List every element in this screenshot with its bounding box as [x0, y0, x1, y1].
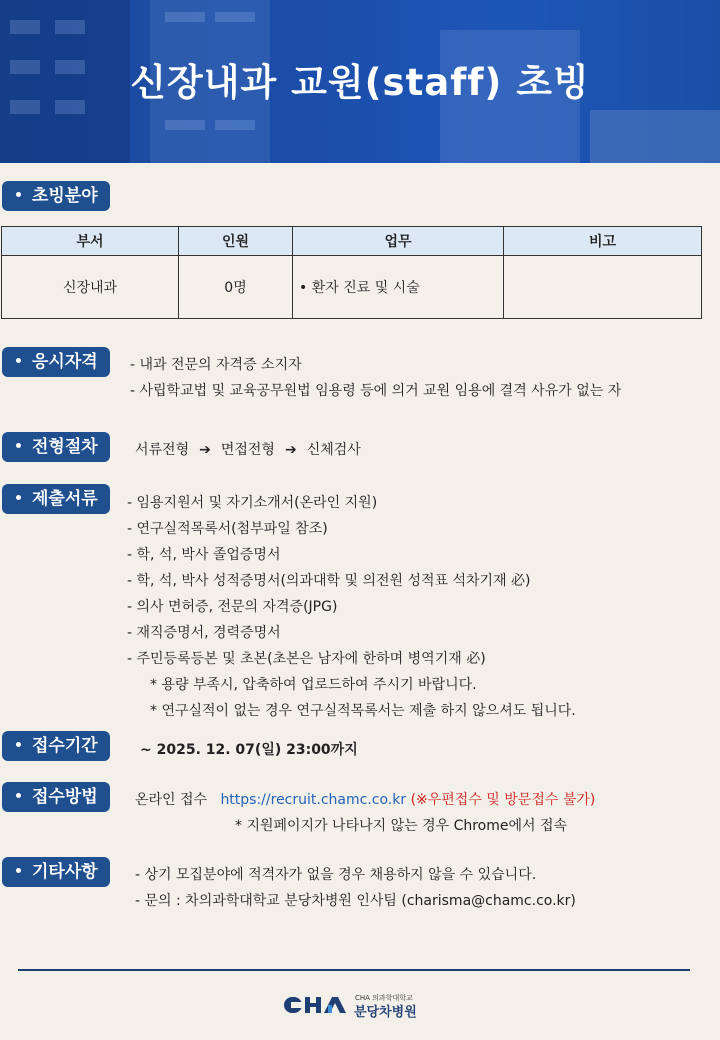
bullet-icon	[16, 495, 21, 500]
method-warning: (※우편접수 및 방문접수 불가)	[410, 792, 596, 808]
bullet-icon	[16, 358, 21, 363]
logo-university: CHA 의과학대학교	[355, 994, 413, 1002]
document-item: - 연구실적목록서(첨부파일 참조)	[127, 521, 328, 537]
document-item: - 학, 석, 박사 성적증명서(의과대학 및 의전원 성적표 석차기재 必)	[127, 573, 531, 589]
document-item: - 주민등록등본 및 초본(초본은 남자에 한하며 병역기재 必)	[127, 651, 486, 667]
document-note: * 용량 부족시, 압축하여 업로드하여 주시기 바랍니다.	[150, 677, 477, 693]
section-method: 접수방법	[2, 782, 110, 812]
qualification-line-1: - 내과 전문의 자격증 소지자	[130, 357, 302, 373]
header-duty: 업무	[293, 227, 504, 256]
logo-hospital-name: 분당차병원	[354, 1005, 417, 1020]
step-interview: 면접전형	[220, 442, 275, 458]
step-medical: 신체검사	[306, 442, 361, 458]
arrow-right-icon: ➔	[284, 442, 297, 458]
document-note: * 연구실적이 없는 경우 연구실적목록서는 제출 하지 않으셔도 됩니다.	[150, 703, 576, 719]
header-dept: 부서	[2, 227, 179, 256]
header-note: 비고	[504, 227, 702, 256]
table-row	[2, 256, 702, 319]
bullet-icon	[16, 742, 21, 747]
procedure-steps	[135, 439, 361, 459]
step-document: 서류전형	[135, 442, 190, 458]
document-item: - 재직증명서, 경력증명서	[127, 625, 281, 641]
page-title: 신장내과 교원(staff) 초빙	[130, 61, 590, 104]
cell-count: 0명	[179, 256, 293, 319]
others-line-1: - 상기 모집분야에 적격자가 없을 경우 채용하지 않을 수 있습니다.	[135, 867, 537, 883]
bullet-icon	[16, 443, 21, 448]
arrow-right-icon: ➔	[199, 442, 211, 458]
cha-logo-icon	[284, 995, 346, 1015]
section-documents: 제출서류	[2, 484, 110, 514]
recruit-link[interactable]: https://recruit.chamc.co.kr	[220, 792, 407, 808]
method-note: * 지원페이지가 나타나지 않는 경우 Chrome에서 접속	[235, 818, 568, 834]
bullet-icon	[16, 793, 21, 798]
others-line-2: - 문의 : 차의과학대학교 분당차병원 인사팀 (charisma@chamc.co.kr)	[135, 893, 576, 909]
section-others: 기타사항	[2, 857, 110, 887]
qualification-line-2: - 사립학교법 및 교육공무원법 임용령 등에 의거 교원 임용에 결격 사유가 없는 자	[130, 383, 622, 399]
cell-duty: • 환자 진료 및 시술	[293, 256, 504, 319]
header-count: 인원	[179, 227, 293, 256]
cell-note	[504, 256, 702, 319]
positions-table	[1, 226, 702, 319]
document-item: - 학, 석, 박사 졸업증명서	[127, 547, 281, 563]
table-header-row	[2, 227, 702, 256]
application-period: ~ 2025. 12. 07(일) 23:00까지	[140, 742, 358, 758]
bullet-icon	[16, 192, 21, 197]
cell-dept: 신장내과	[2, 256, 179, 319]
header-banner	[0, 0, 720, 163]
footer-divider	[18, 969, 690, 971]
method-line	[135, 789, 595, 809]
section-procedure: 전형절차	[2, 432, 110, 462]
section-field: 초빙분야	[2, 181, 110, 211]
method-label: 온라인 접수	[135, 792, 208, 808]
bullet-icon	[16, 868, 21, 873]
document-item: - 의사 면허증, 전문의 자격증(JPG)	[127, 599, 338, 615]
section-period: 접수기간	[2, 731, 110, 761]
document-item: - 임용지원서 및 자기소개서(온라인 지원)	[127, 495, 378, 511]
section-qualification: 응시자격	[2, 347, 110, 377]
